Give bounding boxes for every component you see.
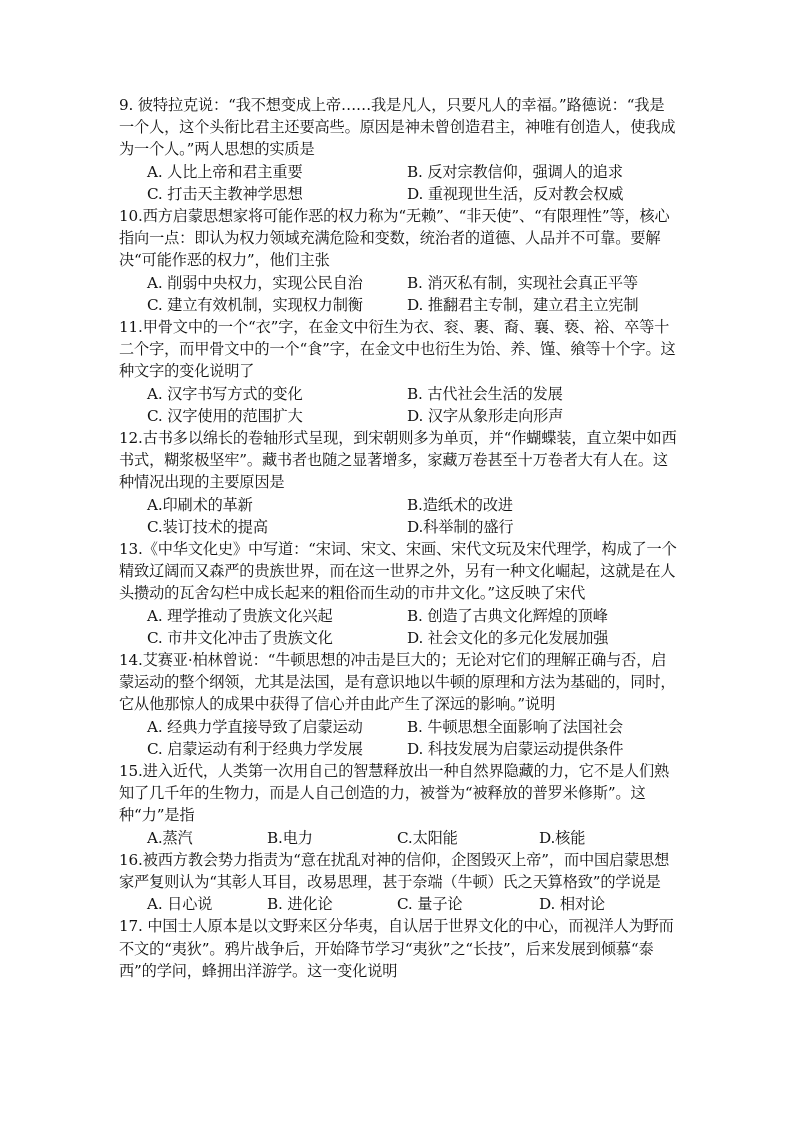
question-15 [119,760,679,849]
options-row [119,494,679,516]
options-row [119,716,679,738]
question-stem: 10.西方启蒙思想家将可能作恶的权力称为“无赖”、“非天使”、“有限理性”等，核心指向一点：即认为权力领域充满危险和变数，统治者的道德、人品并不可靠。要解决“可能作恶的权力”，他们主张 [119,206,670,270]
option-b: B.电力 [267,828,313,847]
option-b: B. 消灭私有制，实现社会真正平等 [407,273,638,292]
option-c: C. 汉字使用的范围扩大 [147,406,303,425]
question-stem: 11.甲骨文中的一个“衣”字，在金文中衍生为衣、衮、裹、裔、襄、亵、裕、卒等十二个字，而甲骨文中的一个“食”字，在金文中也衍生为饴、养、馑、飨等十个字。这种文字的变化说明了 [119,317,676,381]
option-b: B. 反对宗教信仰，强调人的追求 [407,162,623,181]
option-d: D. 社会文化的多元化发展加强 [407,628,609,647]
options-row [119,893,679,915]
options-row [119,405,679,427]
option-d: D.科举制的盛行 [407,517,514,536]
options-row [119,827,679,849]
question-stem: 13.《中华文化史》中写道：“宋词、宋文、宋画、宋代文玩及宋代理学，构成了一个精致辽阔而又森严的贵族世界，而在这一世界之外，另有一种文化崛起，这就是在人头攒动的瓦舍勾栏中成长起来的粗俗而生动的市井文化。”这反映了宋代 [119,539,677,603]
options-row [119,627,679,649]
options-row [119,272,679,294]
option-c: C. 建立有效机制，实现权力制衡 [147,295,363,314]
question-stem: 9. 彼特拉克说：“我不想变成上帝……我是凡人，只要凡人的幸福。”路德说：“我是一个人，这个头衔比君主还要高些。原因是神未曾创造君主，神唯有创造人，使我成为一个人。”两人思想的实质是 [119,96,676,159]
question-12 [119,427,679,538]
options-row [119,516,679,538]
options-row [119,183,679,205]
options-row [119,605,679,627]
option-b: B. 古代社会生活的发展 [407,384,563,403]
options-row [119,383,679,405]
option-d: D. 相对论 [539,895,605,914]
question-stem: 15.进入近代，人类第一次用自己的智慧释放出一种自然界隐藏的力，它不是人们熟知了几千年的生物力，而是人自己创造的力，被誉为“被释放的普罗米修斯”。这种“力”是指 [119,761,670,825]
option-a: A.印刷术的革新 [147,495,253,514]
option-a: A. 经典力学直接导致了启蒙运动 [147,717,363,736]
question-9 [119,94,679,205]
options-row [119,161,679,183]
option-d: D.核能 [539,828,586,847]
question-10 [119,205,679,316]
question-13 [119,538,679,649]
option-c: C.装订技术的提高 [147,517,268,536]
option-b: B. 进化论 [267,895,333,914]
question-11 [119,316,679,427]
option-d: D. 科技发展为启蒙运动提供条件 [407,739,624,758]
options-row [119,294,679,316]
option-b: B.造纸术的改进 [407,495,513,514]
option-d: D. 汉字从象形走向形声 [407,406,564,425]
option-a: A.蒸汽 [147,828,193,847]
option-a: A. 日心说 [147,895,213,914]
option-b: B. 牛顿思想全面影响了法国社会 [407,717,623,736]
exam-page [119,94,679,982]
question-16 [119,849,679,916]
question-stem: 16.被西方教会势力指责为“意在扰乱对神的信仰，企图毁灭上帝”，而中国启蒙思想家严复则认为“其彰人耳目，改易思理，甚于奈端（牛顿）氏之天算格致”的学说是 [119,850,670,891]
question-14 [119,649,679,760]
option-b: B. 创造了古典文化辉煌的顶峰 [407,606,608,625]
option-c: C. 市井文化冲击了贵族文化 [147,628,333,647]
option-d: D. 重视现世生活，反对教会权威 [407,184,624,203]
option-a: A. 削弱中央权力，实现公民自治 [147,273,363,292]
options-row [119,738,679,760]
question-stem: 17. 中国士人原本是以文野来区分华夷，自认居于世界文化的中心，而视洋人为野而不文的“夷狄”。鸦片战争后，开始降节学习“夷狄”之“长技”，后来发展到倾慕“泰西”的学问，蜂拥出洋游学。这一变化说明 [119,917,674,980]
option-a: A. 理学推动了贵族文化兴起 [147,606,333,625]
option-a: A. 汉字书写方式的变化 [147,384,303,403]
option-c: C. 启蒙运动有利于经典力学发展 [147,739,363,758]
option-c: C. 打击天主教神学思想 [147,184,303,203]
option-c: C. 量子论 [397,895,463,914]
option-c: C.太阳能 [397,828,458,847]
option-d: D. 推翻君主专制，建立君主立宪制 [407,295,639,314]
question-stem: 12.古书多以绵长的卷轴形式呈现，到宋朝则多为单页，并“作蝴蝶装，直立架中如西书式，糊浆极坚牢”。藏书者也随之显著增多，家藏万卷甚至十万卷者大有人在。这种情况出现的主要原因是 [119,428,677,492]
question-stem: 14.艾赛亚·柏林曾说：“牛顿思想的冲击是巨大的；无论对它们的理解正确与否，启蒙运动的整个纲领，尤其是法国，是有意识地以牛顿的原理和方法为基础的，同时，它从他那惊人的成果中获得了信心并由此产生了深远的影响。”说明 [119,650,676,714]
question-17 [119,915,679,982]
option-a: A. 人比上帝和君主重要 [147,162,303,181]
